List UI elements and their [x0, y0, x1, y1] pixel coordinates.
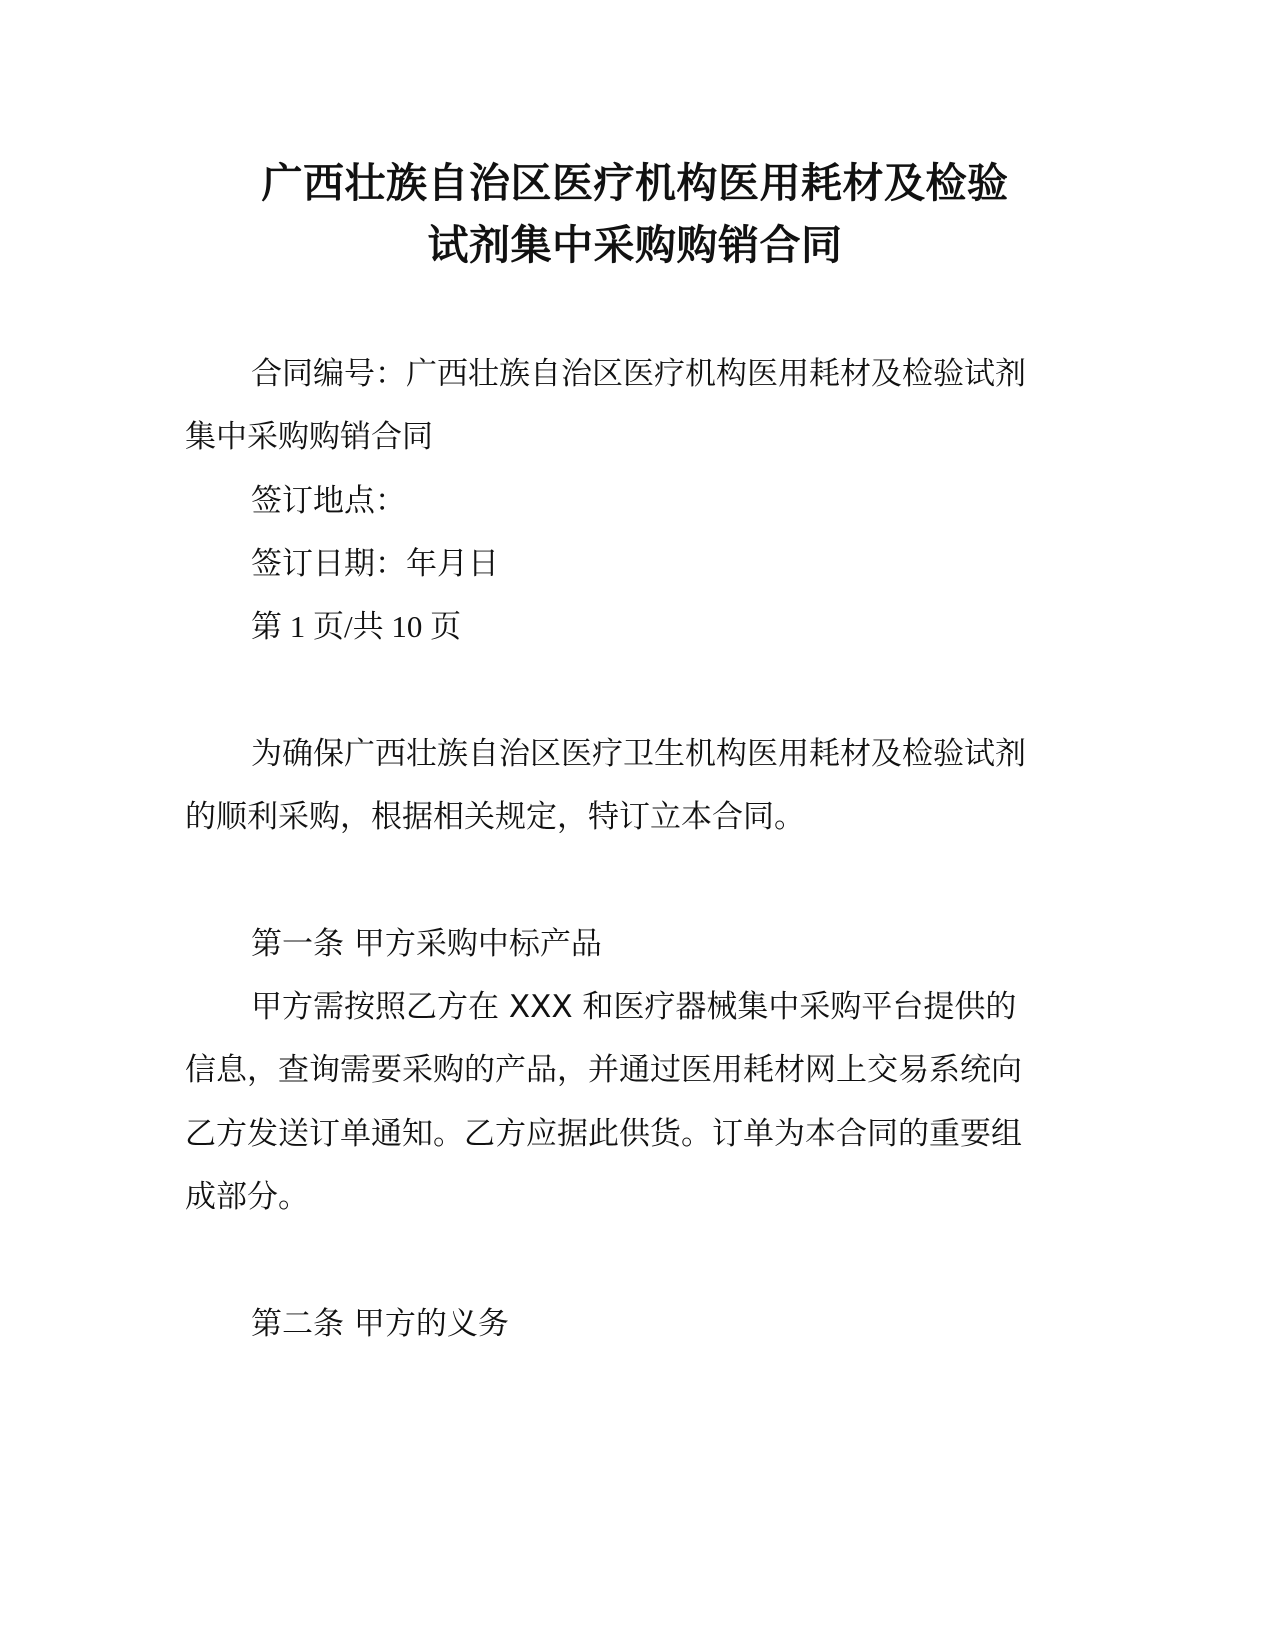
document-title [185, 152, 1085, 276]
title-line-2: 试剂集中采购购销合同 [427, 221, 843, 269]
sign-place: 签订地点： [251, 483, 406, 519]
article-1-line-4: 成部分。 [185, 1179, 309, 1215]
sign-date: 签订日期：年月日 [251, 546, 499, 582]
title-line-1: 广西壮族自治区医疗机构医用耗材及检验 [261, 159, 1009, 207]
article-1-line-2: 信息，查询需要采购的产品，并通过医用耗材网上交易系统向 [185, 1052, 1022, 1088]
page-indicator: 第 1 页/共 10 页 [251, 609, 462, 644]
article-1-heading: 第一条 甲方采购中标产品 [251, 926, 602, 962]
intro-line-1: 为确保广西壮族自治区医疗卫生机构医用耗材及检验试剂 [251, 736, 1026, 772]
article-1-line-3: 乙方发送订单通知。乙方应据此供货。订单为本合同的重要组 [185, 1116, 1022, 1152]
intro-line-2: 的顺利采购，根据相关规定，特订立本合同。 [185, 799, 805, 835]
contract-number-line-1: 合同编号：广西壮族自治区医疗机构医用耗材及检验试剂 [251, 356, 1026, 392]
article-1-line-1: 甲方需按照乙方在 XXX 和医疗器械集中采购平台提供的 [251, 989, 1017, 1025]
article-2-heading: 第二条 甲方的义务 [251, 1306, 509, 1342]
contract-number-line-2: 集中采购购销合同 [185, 419, 433, 455]
